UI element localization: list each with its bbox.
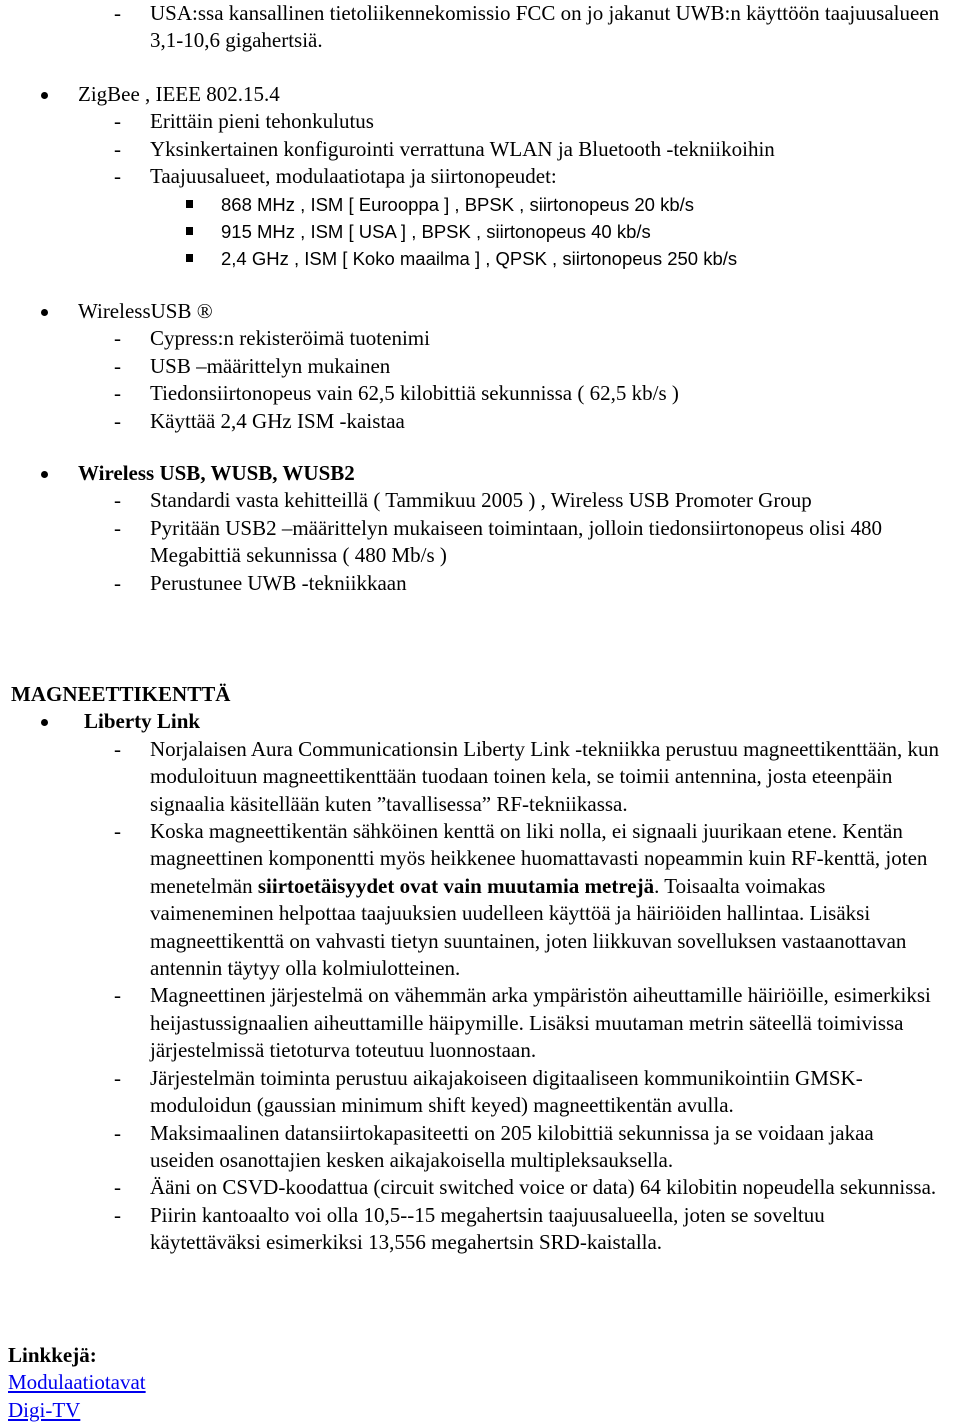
list-item: - Perustunee UWB -tekniikkaan: [114, 570, 407, 595]
bullet-icon: [41, 309, 48, 316]
frequency-item: 2,4 GHz , ISM [ Koko maailma ] , QPSK , siirtonopeus 250 kb/s: [0, 245, 960, 272]
dash-marker: -: [114, 1, 121, 25]
frequency-item: 915 MHz , ISM [ USA ] , BPSK , siirtonopeus 40 kb/s: [0, 218, 960, 245]
frequency-item: 868 MHz , ISM [ Eurooppa ] , BPSK , siirtonopeus 20 kb/s: [0, 191, 960, 218]
list-item: - Standardi vasta kehitteillä ( Tammikuu 2005 ) , Wireless USB Promoter Group: [114, 488, 812, 513]
list-item: - Maksimaalinen datansiirtokapasiteetti on 205 kilobittiä sekunnissa ja se voidaan jakaa useiden osanottajien kesken aikajakoisella multipleksauksella.: [114, 1120, 874, 1172]
list-item: - USA:ssa kansallinen tietoliikennekomissio FCC on jo jakanut UWB:n käyttöön taajuusalueen 3,1-10,6 gigahertsiä.: [114, 1, 940, 53]
section-title-zigbee: ZigBee , IEEE 802.15.4: [0, 81, 960, 108]
bullet-icon: [41, 471, 48, 478]
list-item: - Pyritään USB2 –määrittelyn mukaiseen toimintaan, jolloin tiedonsiirtonopeus olisi 480 Megabittiä sekunnissa ( 480 Mb/s ): [114, 515, 882, 568]
list-item: - Norjalaisen Aura Communicationsin Liberty Link -tekniikka perustuu magneettikenttään, kun moduloituun magneettikenttään tuodaan toinen kela, se toimii antennina, josta eteenpäin signaalia käsitellään kuten ”tavallisessa” RF-tekniikassa.: [114, 736, 940, 816]
list-item: - USB –määrittelyn mukainen: [114, 353, 391, 378]
zigbee-section: [0, 81, 960, 273]
section-heading: MAGNEETTIKENTTÄ: [11, 682, 231, 706]
bullet-icon: [41, 92, 48, 99]
list-item: - Yksinkertainen konfigurointi verrattuna WLAN ja Bluetooth -tekniikoihin: [114, 136, 775, 161]
wusb-section: [0, 460, 960, 597]
links-heading: Linkkejä:: [8, 1343, 97, 1367]
list-item: - Magneettinen järjestelmä on vähemmän arka ympäristön aiheuttamille häiriöille, esimerkiksi heijastussignaalien aiheuttamille häipymille. Lisäksi muutaman metrin säteellä toimivissa järjestelmissä tietoturva toteutuu luonnostaan.: [114, 983, 931, 1063]
list-item: - Järjestelmän toiminta perustuu aikajakoiseen digitaaliseen kommunikointiin GMSK-moduloidun (gaussian minimum shift keyed) magneettikentän avulla.: [114, 1065, 863, 1118]
section-title-wirelessusb: WirelessUSB ®: [0, 298, 960, 325]
list-item: - Koska magneettikentän sähköinen kenttä on liki nolla, ei signaali juurikaan etene. Kentän magneettinen komponentti myös heikkenee huomattavasti nopeammin kuin RF-kenttä, joten menetelmän siirtoetäisyydet ovat vain muutamia metrejä. Toisaalta voimakas vaimeneminen helpottaa taajuuksien uudelleen käyttöä ja häiriöiden hallintaa. Lisäksi magneettikenttä on vahvasti tietyn suuntainen, joten liikkuvan sovelluksen vastaanottavan antennin täytyy olla kolmiulotteinen.: [114, 819, 928, 981]
link-digi-tv[interactable]: Digi-TV: [8, 1397, 81, 1422]
square-bullet-icon: [186, 254, 193, 262]
section-title-wusb: Wireless USB, WUSB, WUSB2: [0, 460, 960, 487]
bullet-icon: [41, 719, 48, 726]
links-section: [0, 1342, 960, 1424]
list-item: - Käyttää 2,4 GHz ISM -kaistaa: [114, 408, 405, 433]
list-item: - Erittäin pieni tehonkulutus: [114, 109, 374, 134]
list-item: - Ääni on CSVD-koodattua (circuit switched voice or data) 64 kilobitin nopeudella sekunnissa.: [114, 1175, 937, 1200]
uwb-continuation: [0, 0, 960, 55]
magnet-section: [0, 681, 960, 1257]
list-item: - Tiedonsiirtonopeus vain 62,5 kilobittiä sekunnissa ( 62,5 kb/s ): [114, 381, 679, 406]
wirelessusb-section: [0, 298, 960, 435]
list-item: - Cypress:n rekisteröimä tuotenimi: [114, 326, 430, 351]
section-title-libertylink: Liberty Link: [0, 708, 960, 735]
square-bullet-icon: [186, 200, 193, 208]
link-modulaatiotavat[interactable]: Modulaatiotavat: [8, 1370, 146, 1395]
list-item: - Piirin kantoaalto voi olla 10,5--15 megahertsin taajuusalueella, joten se soveltuu käytettäväksi esimerkiksi 13,556 megahertsin SRD-kaistalla.: [114, 1202, 825, 1255]
square-bullet-icon: [186, 227, 193, 235]
list-item: - Taajuusalueet, modulaatiotapa ja siirtonopeudet:: [114, 164, 557, 189]
